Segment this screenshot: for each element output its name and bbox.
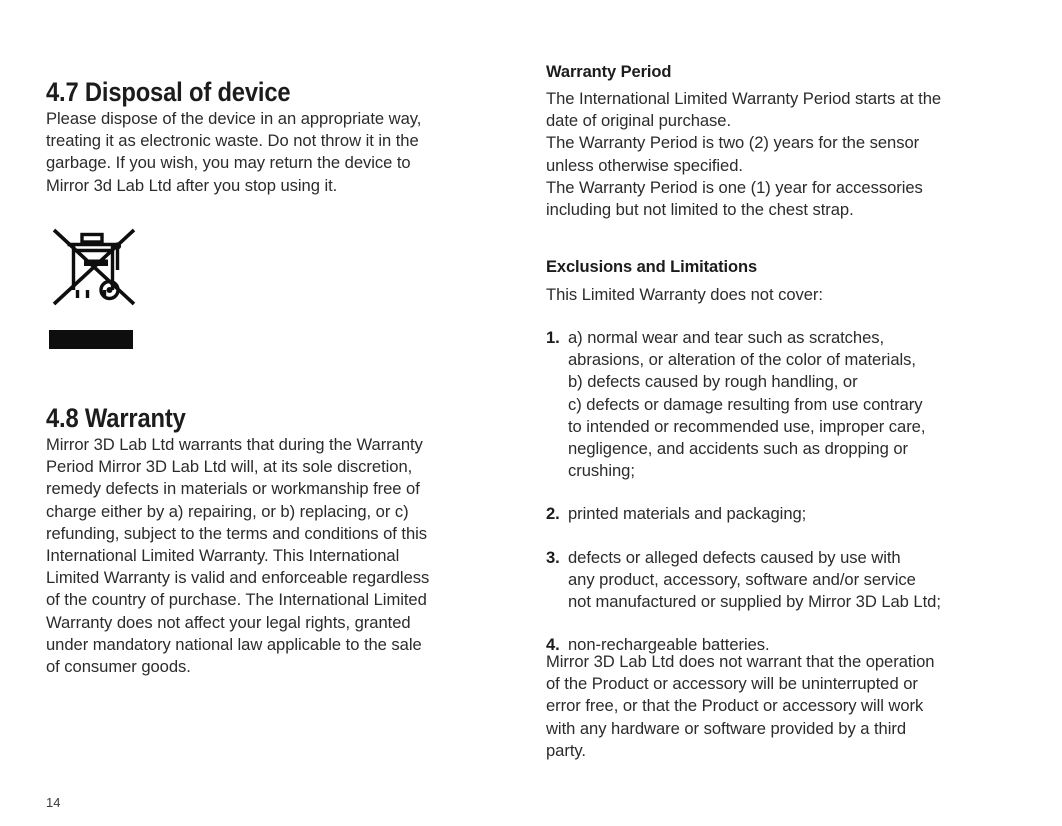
text-line: Mirror 3d Lab Ltd after you stop using it.: [46, 175, 338, 195]
heading-exclusions-and-limitations: Exclusions and Limitations: [546, 257, 758, 276]
bin-wheel-right-hub: [107, 287, 113, 293]
text-line: any product, accessory, software and/or service: [568, 569, 916, 589]
list-marker: 3.: [546, 547, 560, 567]
text-line: not manufactured or supplied by Mirror 3D Lab Ltd;: [568, 592, 941, 612]
page-number: 14: [46, 795, 61, 810]
text-line: treating it as electronic waste. Do not throw it in the: [46, 131, 419, 151]
list-item: [546, 547, 1020, 614]
list-item: [546, 327, 1020, 482]
list-marker: 4.: [546, 635, 560, 655]
text-line: abrasions, or alteration of the color of materials,: [568, 350, 916, 370]
text-line: garbage. If you wish, you may return the device to: [46, 153, 411, 173]
list-item: [546, 503, 1020, 525]
text-line: a) normal wear and tear such as scratches,: [568, 328, 885, 347]
list-marker: 1.: [546, 328, 560, 347]
text-line: error free, or that the Product or accessory will work: [546, 696, 924, 716]
text-line: non-rechargeable batteries.: [568, 635, 770, 655]
heading-4-7-disposal-of-device: 4.7 Disposal of device: [46, 77, 291, 108]
text-line: under mandatory national law applicable to the sale: [46, 634, 422, 654]
text-line: refunding, subject to the terms and conditions of this: [46, 523, 428, 543]
paragraph-exclusions-closing: [546, 651, 934, 762]
text-line: Limited Warranty is valid and enforceable regardless: [46, 568, 430, 588]
paragraph-warranty-period: [546, 88, 941, 221]
text-line: charge either by a) repairing, or b) replacing, or c): [46, 501, 409, 521]
text-line: of consumer goods.: [46, 657, 191, 677]
text-line: of the Product or accessory will be uninterrupted or: [546, 674, 918, 694]
weee-solid-bar: [49, 330, 133, 349]
text-line: Period Mirror 3D Lab Ltd will, at its sole discretion,: [46, 457, 413, 477]
text-line: The Warranty Period is one (1) year for accessories: [546, 177, 923, 197]
crossed-out-wheeled-bin-icon: [46, 224, 142, 314]
weee-crossed-out-wheeled-bin-icon: [46, 224, 142, 349]
text-line: Warranty does not affect your legal rights, granted: [46, 612, 411, 632]
text-line: Mirror 3D Lab Ltd does not warrant that the operation: [546, 652, 935, 671]
text-line: The International Limited Warranty Period starts at the: [546, 89, 942, 108]
text-line: The Warranty Period is two (2) years for the sensor: [546, 133, 920, 153]
text-line: including but not limited to the chest strap.: [546, 200, 854, 220]
text-line: with any hardware or software provided by a third: [546, 718, 907, 738]
text-line: Mirror 3D Lab Ltd warrants that during the Warranty: [46, 435, 423, 454]
text-line: of the country of purchase. The International Limited: [46, 590, 427, 610]
text-line: International Limited Warranty. This International: [46, 546, 400, 566]
heading-4-8-warranty: 4.8 Warranty: [46, 403, 186, 434]
text-line: c) defects or damage resulting from use contrary: [568, 394, 923, 414]
text-line: to intended or recommended use, improper care,: [568, 416, 926, 436]
text-line: crushing;: [568, 461, 635, 481]
text-line: printed materials and packaging;: [568, 504, 807, 524]
right-column: [546, 0, 1020, 826]
text-line: negligence, and accidents such as dropping or: [568, 439, 908, 459]
text-line: date of original purchase.: [546, 111, 732, 131]
left-column: [46, 0, 502, 826]
paragraph-exclusions-intro: [546, 284, 823, 306]
text-line: Please dispose of the device in an appropriate way,: [46, 109, 422, 128]
heading-warranty-period: Warranty Period: [546, 62, 672, 81]
text-line: defects or alleged defects caused by use with: [568, 547, 901, 567]
text-line: party.: [546, 740, 586, 760]
text-line: unless otherwise specified.: [546, 155, 743, 175]
text-line: This Limited Warranty does not cover:: [546, 285, 823, 304]
paragraph-warranty: [46, 434, 429, 678]
paragraph-disposal-of-device: [46, 108, 421, 197]
exclusions-list: [546, 327, 1020, 656]
text-line: b) defects caused by rough handling, or: [568, 372, 858, 392]
list-marker: 2.: [546, 504, 560, 524]
text-line: remedy defects in materials or workmanship free of: [46, 479, 420, 499]
